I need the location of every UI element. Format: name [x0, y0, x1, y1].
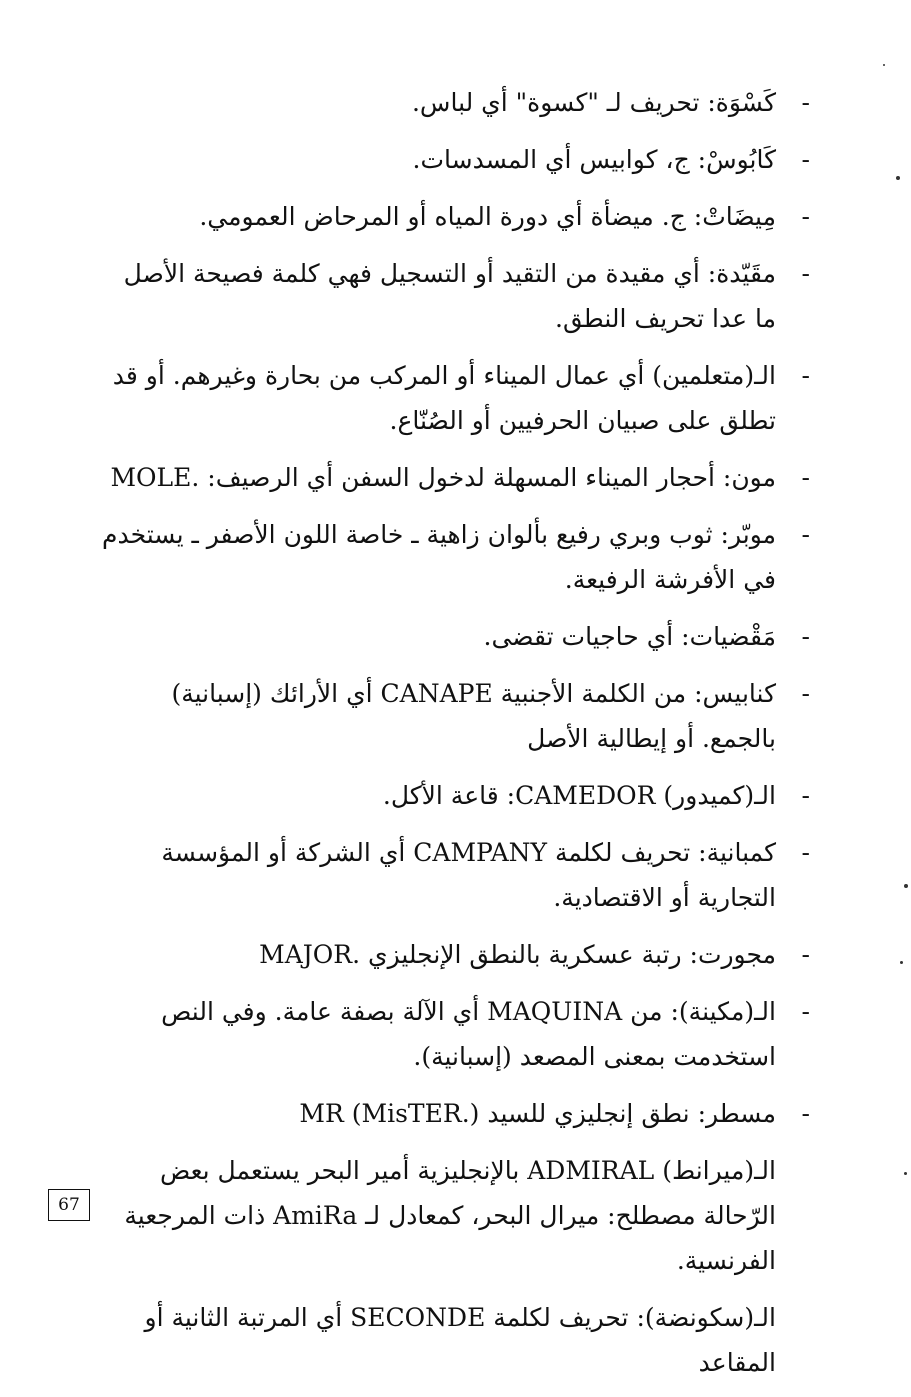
glossary-entry — [100, 1091, 810, 1136]
glossary-entry — [100, 773, 810, 818]
entry-dash: - — [801, 997, 810, 1026]
glossary-entry — [100, 353, 810, 443]
glossary-entry — [100, 194, 810, 239]
entry-text: الـ(مكينة): من MAQUINA أي الآلة بصفة عامة. وفي النص استخدمت بمعنى المصعد (إسبانية). — [161, 997, 776, 1071]
speck-mark — [904, 1172, 907, 1175]
entry-text: كَسْوَة: تحريف لـ "كسوة" أي لباس. — [411, 88, 776, 117]
speck-mark — [904, 884, 908, 888]
entry-dash: - — [801, 259, 810, 288]
entry-dash: - — [801, 679, 810, 708]
entry-text: كمبانية: تحريف لكلمة CAMPANY أي الشركة أو المؤسسة التجارية أو الاقتصادية. — [161, 838, 776, 912]
entry-dash: - — [801, 202, 810, 231]
speck-mark — [900, 961, 903, 964]
entry-dash: - — [801, 781, 810, 810]
entry-dash: - — [801, 940, 810, 969]
glossary-list — [100, 80, 810, 1397]
entry-text: موبّر: ثوب وبري رفيع بألوان زاهية ـ خاصة اللون الأصفر ـ يستخدم في الأفرشة الرفيعة. — [101, 520, 776, 594]
entry-dash: - — [801, 361, 810, 390]
entry-text: كنابيس: من الكلمة الأجنبية CANAPE أي الأرائك (إسبانية) بالجمع. أو إيطالية الأصل — [171, 679, 776, 753]
glossary-entry — [100, 251, 810, 341]
entry-dash: - — [801, 145, 810, 174]
glossary-entry — [100, 932, 810, 977]
entry-text: مَقْضيات: أي حاجيات تقضى. — [483, 622, 776, 651]
speck-mark — [883, 64, 885, 66]
entry-text: مِيضَاتْ: ج. ميضأة أي دورة المياه أو المرحاض العمومي. — [199, 202, 776, 231]
body-paragraph — [100, 1295, 810, 1385]
glossary-entry — [100, 614, 810, 659]
entry-text: مقَيّدة: أي مقيدة من التقيد أو التسجيل فهي كلمة فصيحة الأصل ما عدا تحريف النطق. — [123, 259, 776, 333]
entry-text: مون: أحجار الميناء المسهلة لدخول السفن أي الرصيف: .MOLE — [110, 463, 776, 492]
entry-dash: - — [801, 1099, 810, 1128]
glossary-entry — [100, 830, 810, 920]
entry-text: مجورت: رتبة عسكرية بالنطق الإنجليزي .MAJOR — [259, 940, 776, 969]
paragraph-text: الـ(سكونضة): تحريف لكلمة SECONDE أي المرتبة الثانية أو المقاعد — [144, 1303, 776, 1377]
glossary-entry — [100, 512, 810, 602]
entry-text: كَابُوسْ: ج، كوابيس أي المسدسات. — [412, 145, 776, 174]
entry-dash: - — [801, 88, 810, 117]
speck-mark — [896, 176, 900, 180]
entry-dash: - — [801, 838, 810, 867]
entry-text: مسطر: نطق إنجليزي للسيد (.MR (MisTER — [299, 1099, 776, 1128]
entry-dash: - — [801, 463, 810, 492]
glossary-entry — [100, 137, 810, 182]
glossary-entry — [100, 80, 810, 125]
glossary-entry — [100, 455, 810, 500]
glossary-entry — [100, 671, 810, 761]
entry-dash: - — [801, 520, 810, 549]
page-number: 67 — [48, 1189, 90, 1221]
entry-text: الـ(كميدور) CAMEDOR: قاعة الأكل. — [382, 781, 776, 810]
entry-text: الـ(متعلمين) أي عمال الميناء أو المركب من بحارة وغيرهم. أو قد تطلق على صبيان الحرفيين أو الصُنّاع. — [112, 361, 776, 435]
glossary-entry — [100, 989, 810, 1079]
body-paragraph — [100, 1148, 810, 1283]
paragraph-text: الـ(ميرانط) ADMIRAL بالإنجليزية أمير البحر يستعمل بعض الرّحالة مصطلح: ميرال البحر، كمعادل لـ AmiRa ذات المرجعية الفرنسية. — [124, 1156, 776, 1275]
entry-dash: - — [801, 622, 810, 651]
